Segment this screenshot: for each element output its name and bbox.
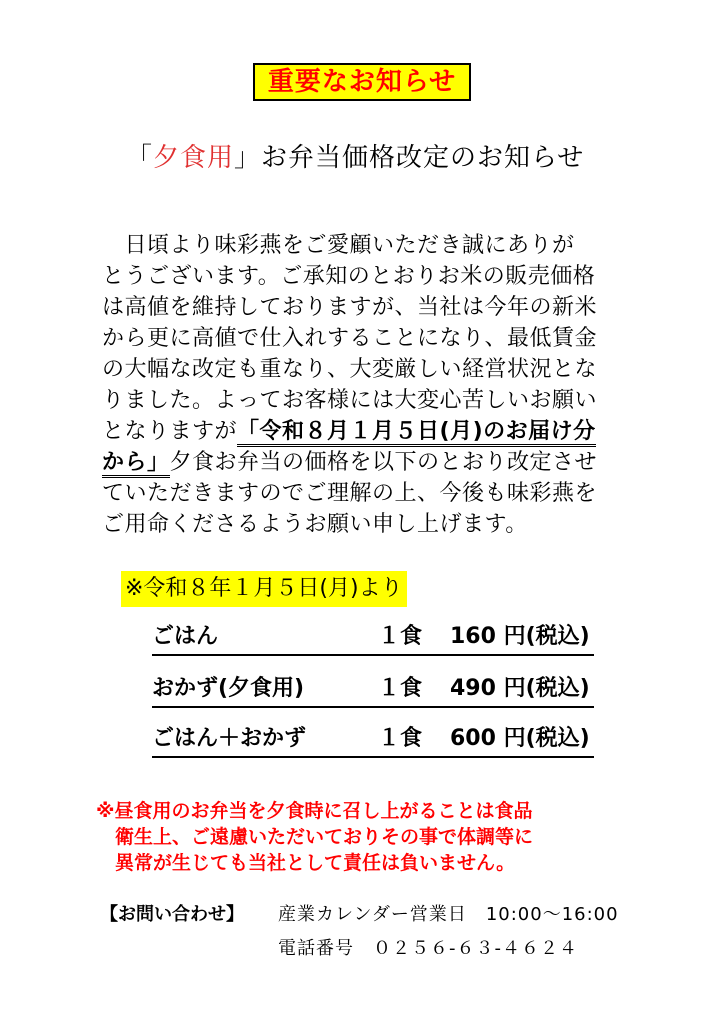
- price-qty: １食: [378, 726, 423, 751]
- price-value: 600 円(税込): [450, 726, 590, 751]
- price-row-side-dish: [152, 672, 594, 708]
- health-disclaimer: [96, 798, 533, 876]
- body-line: とうございます。ご承知のとおりお米の販売価格: [102, 264, 596, 289]
- body-line: の大幅な改定も重なり、大変厳しい経営状況とな: [102, 357, 598, 382]
- disclaimer-line: 衛生上、ご遠慮いただいておりその事で体調等に: [96, 826, 534, 848]
- body-paragraph: [102, 230, 642, 540]
- price-item: ごはん: [152, 624, 219, 649]
- emphasized-date-end: から」: [102, 450, 170, 478]
- subtitle-highlight: 夕食用: [153, 143, 235, 173]
- body-line: から更に高値で仕入れすることになり、最低賃金: [102, 326, 598, 351]
- price-item: おかず(夕食用): [152, 676, 305, 701]
- price-row-combo: [152, 722, 594, 758]
- phone-number: 電話番号 ０２５６-６３-４６２４: [278, 938, 578, 959]
- body-text-segment: 夕食お弁当の価格を以下のとおり改定させ: [169, 450, 598, 475]
- contact-label: 【お問い合わせ】: [100, 904, 244, 925]
- body-line: 日頃より味彩燕をご愛顧いただき誠にありが: [102, 233, 575, 258]
- important-notice-badge: 重要なお知らせ: [253, 63, 471, 101]
- emphasized-date: 「令和８月１月５日(月)のお届け分: [237, 419, 596, 447]
- disclaimer-line: 異常が生じても当社として責任は負いません。: [96, 852, 516, 874]
- price-row-rice: [152, 620, 594, 656]
- price-qty: １食: [378, 624, 423, 649]
- body-line: [102, 447, 642, 478]
- body-line: ご用命くださるようお願い申し上げます。: [102, 512, 528, 537]
- price-qty: １食: [378, 676, 423, 701]
- price-value: 490 円(税込): [450, 676, 590, 701]
- subtitle-rest: 」お弁当価格改定のお知らせ: [234, 143, 585, 173]
- price-item: ごはん＋おかず: [152, 726, 307, 751]
- body-line: ていただきますのでご理解の上、今後も味彩燕を: [102, 481, 598, 506]
- disclaimer-line: ※昼食用のお弁当を夕食時に召し上がることは食品: [96, 800, 533, 822]
- subtitle-open-bracket: 「: [126, 143, 154, 173]
- business-hours: 産業カレンダー営業日 10:00～16:00: [278, 904, 619, 925]
- notice-subtitle: [126, 140, 584, 176]
- body-text-segment: となりますが: [102, 419, 238, 444]
- body-line: [102, 416, 642, 447]
- body-line: りました。よってお客様には大変心苦しいお願い: [102, 388, 598, 413]
- price-value: 160 円(税込): [450, 624, 590, 649]
- body-line: は高値を維持しておりますが、当社は今年の新米: [102, 295, 598, 320]
- effective-date-label: ※令和８年１月５日(月)より: [121, 571, 407, 607]
